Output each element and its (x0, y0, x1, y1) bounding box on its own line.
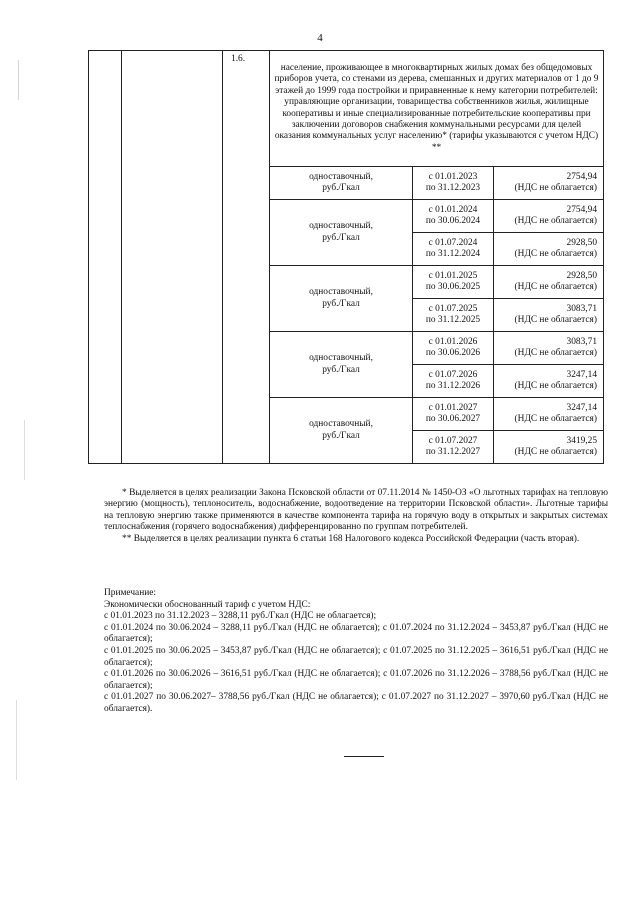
unit-label: одноставочный, (309, 287, 373, 298)
scan-artifact (18, 60, 19, 100)
unit-label: одноставочный, (309, 419, 373, 430)
period-from: с 01.01.2026 (428, 336, 478, 347)
vat-note: (НДС не облагается) (514, 183, 597, 193)
period-to: по 30.06.2027 (425, 414, 481, 424)
note-line: с 01.01.2027 по 30.06.2027– 3788,56 руб./Гкал (НДС не облагается); с 01.07.2027 по 31.12.2027 – 3970,60 руб./Гкал (НДС не облагается). (104, 692, 608, 714)
vat-note: (НДС не облагается) (514, 315, 597, 325)
tariff-value: 2928,50 (566, 270, 597, 281)
period-from: с 01.07.2025 (428, 303, 478, 314)
page-number: 4 (317, 32, 323, 44)
period-from: с 01.07.2027 (428, 435, 478, 446)
period-to: по 30.06.2025 (425, 282, 481, 292)
tariff-value: 3247,14 (566, 369, 597, 380)
consumer-description: население, проживающее в многоквартирных жилых домах без общедомовых приборов учета, со стенами из дерева, смешанных и других материалов от 1 до 9 этажей до 1999 года постройки и приравненные к нему категории потребителей: управляющие организации, товарищества собственников жилья, жилищные кооперативы и иные специализированные потребительские кооперативы при заключении договоров снабжения коммунальными ресурсами для целей оказания коммунальных услуг населению* (тарифы указываются с учетом НДС) ** (270, 51, 604, 167)
table-cell-empty (122, 51, 223, 464)
period-from: с 01.07.2026 (428, 369, 478, 380)
unit-label: руб./Гкал (322, 364, 360, 375)
unit-cell (270, 266, 413, 332)
tariff-table (88, 50, 604, 464)
unit-label: руб./Гкал (322, 430, 360, 441)
footnote-single-star: * Выделяется в целях реализации Закона Псковской области от 07.11.2014 № 1450-ОЗ «О льготных тарифах на тепловую энергию (мощность), теплоноситель, водоснабжение, водоотведение на территории Псковской области». Льготные тарифы на тепловую энергию также применяются в качестве компонента тарифа на горячую воду в открытых и закрытых системах теплоснабжения (горячего водоснабжения) дифференцированно по группам потребителей. (104, 488, 608, 533)
vat-note: (НДС не облагается) (514, 282, 597, 292)
unit-label: руб./Гкал (322, 183, 360, 193)
tariff-value: 2754,94 (566, 171, 597, 182)
note-line: с 01.01.2023 по 31.12.2023 – 3288,11 руб./Гкал (НДС не облагается); (104, 611, 377, 622)
unit-cell (270, 200, 413, 266)
period-to: по 31.12.2024 (425, 249, 481, 259)
period-to: по 30.06.2024 (425, 216, 481, 226)
closing-divider (344, 756, 384, 757)
item-number: 1.6. (223, 51, 270, 464)
footnote-double-star: ** Выделяется в целях реализации пункта 6 статьи 168 Налогового кодекса Российской Федерации (часть вторая). (122, 533, 580, 544)
vat-note: (НДС не облагается) (514, 249, 597, 259)
period-from: с 01.07.2024 (428, 237, 478, 248)
tariff-cell (494, 233, 604, 266)
unit-cell (270, 332, 413, 398)
period-from: с 01.01.2023 (428, 171, 478, 182)
period-to: по 30.06.2026 (425, 348, 481, 358)
period-cell (413, 398, 494, 431)
tariff-value: 3247,14 (566, 402, 597, 413)
tariff-cell (494, 398, 604, 431)
unit-label: одноставочный, (309, 353, 373, 364)
vat-note: (НДС не облагается) (514, 348, 597, 358)
period-from: с 01.01.2027 (428, 402, 478, 413)
period-to: по 31.12.2027 (425, 447, 481, 457)
note-line: с 01.01.2025 по 30.06.2025 – 3453,87 руб./Гкал (НДС не облагается); с 01.07.2025 по 31.12.2025 – 3616,51 руб./Гкал (НДС не облагается); (104, 645, 608, 668)
table-row (89, 51, 604, 167)
period-to: по 31.12.2023 (425, 183, 481, 193)
note-section (104, 588, 608, 716)
tariff-cell (494, 431, 604, 464)
tariff-cell (494, 266, 604, 299)
period-cell (413, 332, 494, 365)
note-heading: Примечание: (104, 588, 157, 598)
tariff-cell (494, 200, 604, 233)
tariff-value: 2754,94 (566, 204, 597, 215)
period-cell (413, 233, 494, 266)
vat-note: (НДС не облагается) (514, 447, 597, 457)
period-from: с 01.01.2024 (428, 204, 478, 215)
footnotes (104, 488, 608, 545)
table-cell-empty (89, 51, 122, 464)
note-line: с 01.01.2024 по 30.06.2024 – 3288,11 руб./Гкал (НДС не облагается); с 01.07.2024 по 31.12.2024 – 3453,87 руб./Гкал (НДС не облагается); (104, 622, 608, 645)
period-cell (413, 299, 494, 332)
unit-label: одноставочный, (309, 221, 373, 232)
unit-label: руб./Гкал (322, 232, 360, 243)
vat-note: (НДС не облагается) (514, 216, 597, 226)
unit-label: одноставочный, (309, 171, 373, 182)
unit-label: руб./Гкал (322, 298, 360, 309)
unit-cell (270, 167, 413, 200)
period-to: по 31.12.2026 (425, 381, 481, 391)
period-cell (413, 167, 494, 200)
tariff-value: 2928,50 (566, 237, 597, 248)
period-from: с 01.01.2025 (428, 270, 478, 281)
scan-artifact (24, 420, 25, 480)
period-cell (413, 266, 494, 299)
tariff-cell (494, 299, 604, 332)
tariff-value: 3419,25 (566, 435, 597, 446)
period-to: по 31.12.2025 (425, 315, 481, 325)
vat-note: (НДС не облагается) (514, 381, 597, 391)
note-line: с 01.01.2026 по 30.06.2026 – 3616,51 руб./Гкал (НДС не облагается); с 01.07.2026 по 31.12.2026 – 3788,56 руб./Гкал (НДС не облагается); (104, 669, 608, 691)
tariff-value: 3083,71 (566, 336, 597, 347)
tariff-cell (494, 365, 604, 398)
tariff-cell (494, 332, 604, 365)
unit-cell (270, 398, 413, 464)
period-cell (413, 365, 494, 398)
tariff-cell (494, 167, 604, 200)
note-intro: Экономически обоснованный тариф с учетом НДС: (104, 599, 311, 610)
period-cell (413, 431, 494, 464)
period-cell (413, 200, 494, 233)
tariff-value: 3083,71 (566, 303, 597, 314)
vat-note: (НДС не облагается) (514, 414, 597, 424)
scan-artifact (16, 700, 17, 780)
